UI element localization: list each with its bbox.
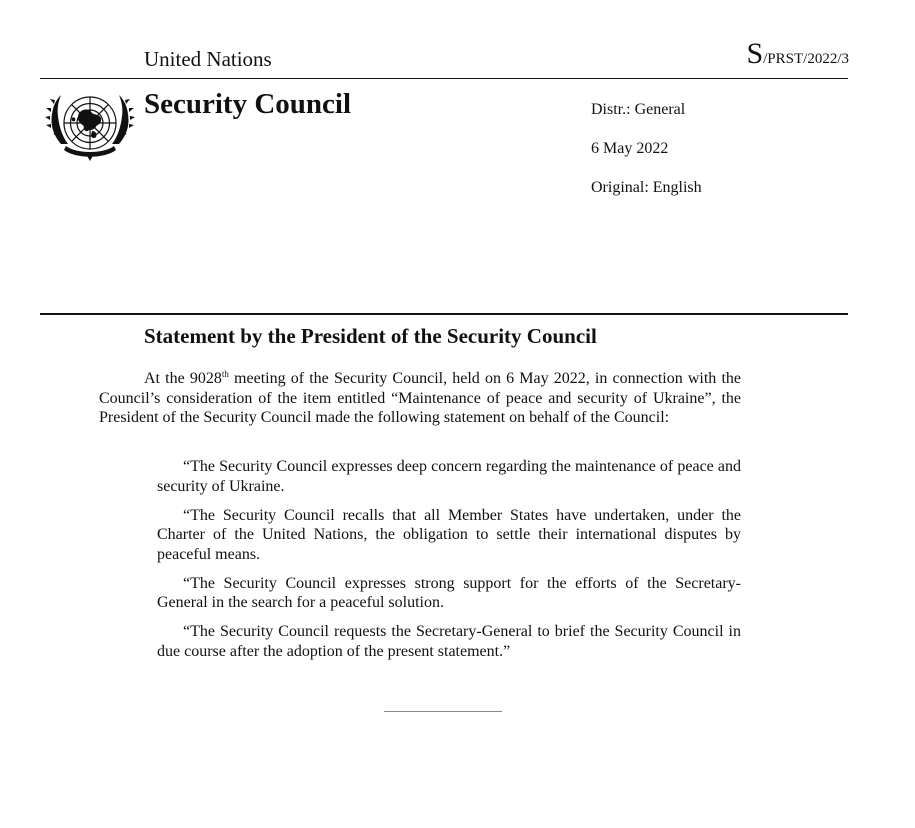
end-of-document-rule: [384, 711, 502, 712]
organization-name: United Nations: [144, 47, 272, 71]
document-symbol: [746, 38, 849, 75]
section-rule: [40, 313, 848, 315]
statement-title: Statement by the President of the Security Council: [144, 324, 597, 348]
statement-paragraph: “The Security Council requests the Secretary-General to brief the Security Council in due course after the adoption of the present statement.”: [157, 623, 741, 660]
document-symbol-number: /PRST/2022/3: [763, 51, 849, 67]
document-date: 6 May 2022: [591, 140, 669, 157]
original-language: Original: English: [591, 179, 702, 196]
intro-text-end: meeting of the Security Council, held on 6 May 2022, in connection with the Council’s consideration of the item entitled “Maintenance of peace and security of Ukraine”, the President of the Security Council made the following statement on behalf of the Council:: [99, 370, 742, 427]
statement-body: [157, 457, 741, 671]
intro-paragraph: [99, 369, 741, 428]
un-emblem-icon: [44, 88, 136, 166]
ordinal-suffix: th: [221, 369, 229, 379]
header-rule: [40, 78, 848, 79]
statement-paragraph: “The Security Council expresses deep concern regarding the maintenance of peace and security of Ukraine.: [157, 458, 741, 495]
intro-text-start: At the 9028: [144, 370, 222, 387]
distribution-field: Distr.: General: [591, 101, 686, 118]
statement-paragraph: “The Security Council expresses strong support for the efforts of the Secretary-General in the search for a peaceful solution.: [157, 574, 741, 612]
document-symbol-letter: S: [746, 37, 764, 70]
statement-paragraph: “The Security Council recalls that all Member States have undertaken, under the Charter of the United Nations, the obligation to settle their international disputes by peaceful means.: [157, 506, 741, 563]
security-council-heading: Security Council: [144, 88, 352, 120]
